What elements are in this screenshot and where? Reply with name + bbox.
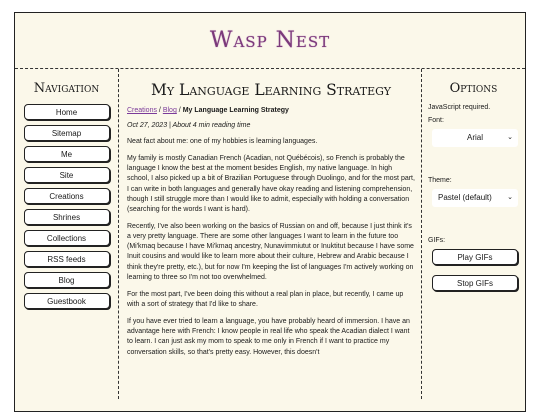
- article-title: My Language Learning Strategy: [151, 81, 391, 99]
- breadcrumb: [127, 107, 415, 114]
- nav-button-collections[interactable]: Collections: [24, 230, 110, 246]
- nav-button-home[interactable]: Home: [24, 104, 110, 120]
- article-paragraph: For the most part, I've been doing this without a real plan in place, but recently, I came up with a sort of strategy that I'd like to share.: [127, 290, 404, 308]
- nav-button-shrines[interactable]: Shrines: [24, 209, 110, 225]
- breadcrumb-separator: /: [158, 107, 161, 114]
- theme-select-value: Pastel (default): [438, 193, 492, 202]
- nav-button-sitemap[interactable]: Sitemap: [24, 125, 110, 141]
- site-title[interactable]: Wasp Nest: [209, 28, 331, 53]
- navigation-heading: Navigation: [33, 81, 100, 96]
- font-select[interactable]: [432, 129, 518, 147]
- options-heading: Options: [449, 81, 498, 96]
- page-frame: [14, 12, 526, 412]
- breadcrumb-link-creations[interactable]: Creations: [127, 107, 157, 114]
- article-paragraph: My family is mostly Canadian French (Acadian, not Québécois), so French is probably the language I know the best at the moment besides English, my native language. In high school, I also picked up a bit of Brazilian Portuguese through Duolingo, and for the most part, I can write in both languages and generally have okay reading and listening comprehension, though I still struggle more than I would like to admit, especially with holding a conversation (searching for the words I want is hard).: [127, 155, 415, 213]
- theme-select[interactable]: [432, 189, 518, 207]
- nav-button-me[interactable]: Me: [24, 146, 110, 162]
- main-content: [119, 69, 422, 399]
- breadcrumb-separator: /: [178, 107, 181, 114]
- article-paragraph: Recently, I've also been working on the basics of Russian on and off, because I just think it's a very pretty language. There are some other languages I want to learn in the future too (Mi'kmaq because I have Mi'kmaq ancestry, Nunavimmiutut or Inuktitut because I have some Inuit cousins and would like to learn more about their culture, Hebrew and Arabic because I think they're pretty, etc.), but for now I'm keeping the list of languages I'm actively working on learning to three so I'm not too overwhelmed.: [127, 222, 414, 281]
- article-paragraph: If you have ever tried to learn a language, you have probably heard of immersion. I have an advantage here with French: I know people in real life who speak the Acadian dialect I want to learn. I can just ask my mom to speak to me only in French if I want to practice my conversation skills, so that's pretty easy. However, this doesn't: [127, 318, 410, 356]
- chevron-down-icon: ⌄: [507, 134, 513, 141]
- options-sidebar: [422, 69, 525, 399]
- javascript-note: JavaScript required.: [428, 104, 491, 111]
- font-select-value: Arial: [466, 133, 483, 142]
- nav-button-rss-feeds[interactable]: RSS feeds: [24, 251, 110, 267]
- navigation-sidebar: [15, 69, 119, 399]
- nav-button-guestbook[interactable]: Guestbook: [24, 293, 110, 309]
- play-gifs-button[interactable]: Play GIFs: [432, 249, 518, 265]
- nav-button-site[interactable]: Site: [24, 167, 110, 183]
- nav-button-blog[interactable]: Blog: [24, 272, 110, 288]
- stop-gifs-button[interactable]: Stop GIFs: [432, 275, 518, 291]
- nav-button-creations[interactable]: Creations: [24, 188, 110, 204]
- article-paragraph: Neat fact about me: one of my hobbies is learning languages.: [127, 138, 318, 145]
- font-label: Font:: [428, 117, 444, 124]
- breadcrumb-link-blog[interactable]: Blog: [162, 107, 177, 114]
- theme-label: Theme:: [428, 177, 452, 184]
- gifs-label: GIFs:: [428, 237, 446, 244]
- article-meta: Oct 27, 2023 | About 4 min reading time: [127, 122, 251, 129]
- breadcrumb-current: My Language Learning Strategy: [182, 107, 289, 114]
- chevron-down-icon: ⌄: [507, 194, 513, 201]
- columns: [15, 69, 525, 399]
- site-header: [15, 13, 525, 69]
